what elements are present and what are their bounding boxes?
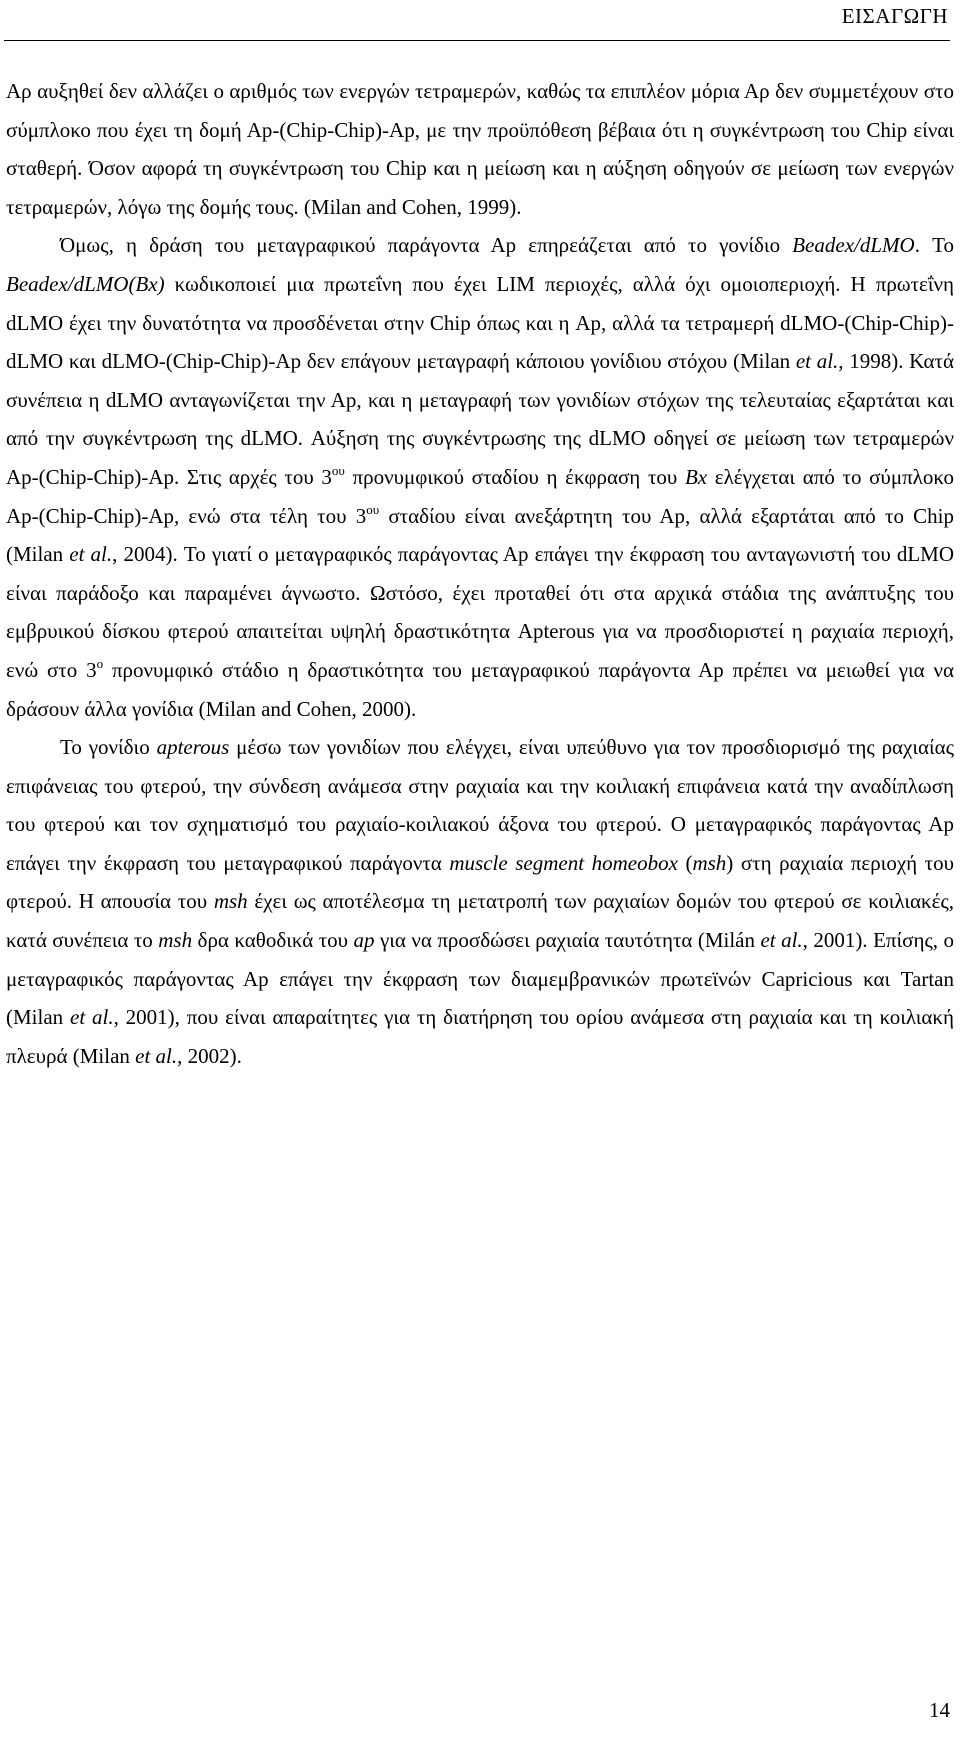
text-run: ( <box>677 850 693 875</box>
text-run: προνυμφικού σταδίου η έκφραση του <box>344 464 685 489</box>
text-run: , 2001), που είναι απαραίτητες για τη διατήρηση του ορίου ανάμεσα στη ραχιαία και τη κοιλιακή πλευρά (Milan <box>6 1005 954 1068</box>
page-number: 14 <box>929 1698 950 1722</box>
superscript-text: ου <box>366 501 380 517</box>
text-run: , 2002). <box>177 1043 242 1068</box>
italic-text: et al. <box>795 349 839 374</box>
text-run: σταδίου είναι ανεξάρτητη του Αp, αλλά εξαρτάται από το Chip (Milan <box>6 503 954 567</box>
text-run: μέσω των γονιδίων που ελέγχει, είναι υπεύθυνο για τον προσδιορισμό της ραχιαίας επιφάνειας του φτερού, την σύνδεση ανάμεσα στην ραχιαία και την κοιλιακή επιφάνεια κατά την αναδίπλωση του φτερού και τον σχηματισμό του ραχιαίο-κοιλιακού άξονα του φτερού. Ο μεταγραφικός παράγοντας Αp επάγει την έκφραση του μεταγραφικού παράγοντα <box>6 735 954 875</box>
italic-text: et al. <box>760 928 803 953</box>
italic-text: msh <box>692 850 727 875</box>
italic-text: ap <box>353 928 375 953</box>
text-run: δρα καθοδικά του <box>192 928 354 953</box>
text-run: προνυμφικό στάδιο η δραστικότητα του μεταγραφικού παράγοντα Αp πρέπει να μειωθεί για να δράσουν άλλα γονίδια (Milan and Cohen, 2000). <box>6 657 954 721</box>
superscript-text: ο <box>96 655 104 671</box>
italic-text: et al. <box>70 1005 114 1030</box>
superscript-text: ου <box>331 462 345 478</box>
text-run: . Το <box>914 233 954 258</box>
page-header-title: ΕΙΣΑΓΩΓΗ <box>841 4 948 28</box>
text-run: για να προσδώσει ραχιαία ταυτότητα (Milán <box>374 928 761 953</box>
italic-text: Bx <box>684 464 708 489</box>
paragraph-3 <box>6 728 954 1075</box>
text-run: έχει ως αποτέλεσμα τη μετατροπή των ραχιαίων δομών του φτερού σε κοιλιακές, κατά συνέπεια το <box>6 889 955 953</box>
italic-text: Beadex/dLMO(Bx) <box>6 271 165 296</box>
italic-text: et al. <box>135 1043 178 1068</box>
italic-text: muscle segment homeobox <box>449 850 678 875</box>
text-run: κωδικοποιεί μια πρωτεΐνη που έχει LIM περιοχές, αλλά όχι ομοιοπεριοχή. Η πρωτεΐνη dLMO έχει την δυνατότητα να προσδένεται στην Chip όπως και η Ap, αλλά τα τετραμερή dLMO-(Chip-Chip)-dLMO και dLMO-(Chip-Chip)-Αp δεν επάγουν μεταγραφή κάποιου γονίδιου στόχου (Milan <box>6 271 954 374</box>
italic-text: apterous <box>156 735 230 760</box>
italic-text: et al. <box>69 542 113 567</box>
text-run: , 2004). Το γιατί ο μεταγραφικός παράγοντας Αp επάγει την έκφραση του ανταγωνιστή του dLMO είναι παράδοξο και παραμένει άγνωστο. Ωστόσο, έχει προταθεί ότι στα αρχικά στάδια της ανάπτυξης του εμβρυικού δίσκου φτερού απαιτείται υψηλή δραστικότητα Apterous για να προσδιοριστεί η ραχιαία περιοχή, ενώ στο 3 <box>6 542 955 682</box>
text-run: ελέγχεται από το σύμπλοκο Αp-(Chip-Chip)-Ap, ενώ στα τέλη του 3 <box>6 464 954 528</box>
italic-text: Beadex/dLMO <box>792 233 915 258</box>
header-divider <box>4 40 950 41</box>
text-run: , 1998). Κατά συνέπεια η dLMO ανταγωνίζεται την Αp, και η μεταγραφή των γονιδίων στόχων της τελευταίας εξαρτάται και από την συγκέντρωση της dLMO. Αύξηση της συγκέντρωσης της dLMO οδηγεί σε μείωση των τετραμερών Αp-(Chip-Chip)-Ap. Στις αρχές του 3 <box>6 349 954 489</box>
text-run: ) στη ραχιαία περιοχή του φτερού. Η απουσία του <box>6 850 955 914</box>
italic-text: msh <box>213 889 248 914</box>
paragraph-1 <box>6 72 954 226</box>
text-run: Το γονίδιο <box>60 735 157 760</box>
text-run: Όμως, η δράση του μεταγραφικού παράγοντα Αp επηρεάζεται από το γονίδιο <box>60 233 793 258</box>
text-run: , 2001). Επίσης, ο μεταγραφικός παράγοντας Αp επάγει την έκφραση των διαμεμβρανικών πρωτεϊνών Capricious και Tartan (Milan <box>6 928 954 1030</box>
paragraph-2 <box>6 226 954 728</box>
document-body <box>6 72 954 1075</box>
italic-text: msh <box>158 928 193 953</box>
text-run: Αρ αυξηθεί δεν αλλάζει ο αριθμός των ενεργών τετραμερών, καθώς τα επιπλέον μόρια Αρ δεν συμμετέχουν στο σύμπλοκο που έχει τη δομή Αp-(Chip-Chip)-Αp, με την προϋπόθεση βέβαια ότι η συγκέντρωση του Chip είναι σταθερή. Όσον αφορά τη συγκέντρωση του Chip και η μείωση και η αύξηση οδηγούν σε μείωση των ενεργών τετραμερών, λόγω της δομής τους. (Milan and Cohen, 1999). <box>6 79 954 219</box>
